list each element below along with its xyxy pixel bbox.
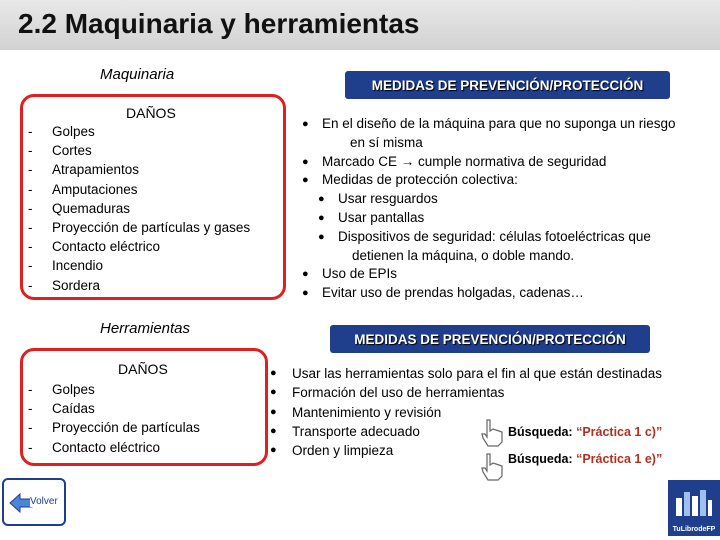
bullet-icon: ●: [318, 230, 325, 243]
bullet-icon: ●: [270, 367, 277, 379]
bullet-icon: ●: [270, 405, 277, 418]
maquinaria-medidas-header: MEDIDAS DE PREVENCIÓN/PROTECCIÓN: [345, 71, 670, 99]
list-item: ● Orden y limpieza: [268, 441, 708, 460]
list-item: ● Medidas de protección colectiva:: [298, 171, 718, 190]
bullet-icon: ●: [270, 386, 277, 399]
bullet-icon: ●: [270, 444, 277, 457]
bullet-icon: ●: [302, 287, 309, 300]
list-item: - Proyección de partículas y gases: [28, 218, 250, 237]
bullet-icon: ●: [318, 211, 325, 224]
list-item: - Contacto eléctrico: [28, 237, 250, 256]
logo-text: TuLibrodeFP: [672, 526, 716, 533]
list-item: - Cortes: [28, 141, 250, 160]
list-item: - Contacto eléctrico: [28, 438, 200, 457]
list-item: ● Marcado CE → cumple normativa de seguridad: [298, 153, 718, 172]
bullet-icon: ●: [302, 155, 309, 168]
bullet-icon: ●: [302, 174, 309, 187]
maquinaria-label: Maquinaria: [100, 66, 175, 83]
list-item: - Quemaduras: [28, 199, 250, 218]
herramientas-medidas-header: MEDIDAS DE PREVENCIÓN/PROTECCIÓN: [330, 325, 650, 353]
list-item: ● Dispositivos de seguridad: células fotoeléctricas que detienen la máquina, o doble mando.: [318, 228, 651, 263]
herramientas-label: Herramientas: [100, 320, 191, 337]
busqueda-link-2[interactable]: Búsqueda: “Práctica 1 e)”: [508, 452, 663, 466]
maquinaria-medidas-list: [298, 115, 718, 303]
list-item: - Amputaciones: [28, 180, 250, 199]
list-item: ● Usar pantallas: [298, 209, 718, 228]
list-item: - Sordera: [28, 276, 250, 295]
list-item: ● Usar resguardos: [298, 190, 718, 209]
books-logo-icon: [674, 488, 714, 518]
list-item: ● En el diseño de la máquina para que no suponga un riesgo en sí misma: [302, 116, 676, 150]
bullet-icon: ●: [318, 193, 325, 206]
logo: [668, 480, 720, 536]
volver-label: Volver: [30, 496, 58, 507]
page-title: 2.2 Maquinaria y herramientas: [18, 8, 420, 39]
list-item: - Caídas: [28, 399, 200, 418]
list-item: - Proyección de partículas: [28, 418, 200, 437]
maquinaria-danos-heading: DAÑOS: [126, 105, 176, 121]
bullet-icon: ●: [302, 268, 309, 281]
bullet-icon: ●: [270, 424, 277, 437]
list-item: - Golpes: [28, 122, 250, 141]
list-item: ● Transporte adecuado: [268, 422, 708, 441]
list-item: - Atrapamientos: [28, 160, 250, 179]
bullet-icon: ●: [302, 118, 309, 130]
list-item: - Golpes: [28, 380, 200, 399]
hand-pointer-icon[interactable]: [478, 418, 506, 448]
maquinaria-danos-list: [28, 122, 250, 295]
list-item: ● Evitar uso de prendas holgadas, cadenas…: [298, 284, 718, 303]
busqueda-link-1[interactable]: Búsqueda: “Práctica 1 c)”: [508, 425, 663, 439]
list-item: ● Formación del uso de herramientas: [268, 383, 708, 402]
list-item: ● Usar las herramientas solo para el fin al que están destinadas: [268, 364, 708, 383]
list-item: - Incendio: [28, 256, 250, 275]
hand-pointer-icon[interactable]: [478, 452, 506, 482]
herramientas-danos-heading: DAÑOS: [118, 361, 168, 377]
herramientas-danos-list: [28, 380, 200, 457]
list-item: ● Uso de EPIs: [298, 265, 718, 284]
list-item: ● Mantenimiento y revisión: [268, 403, 708, 422]
